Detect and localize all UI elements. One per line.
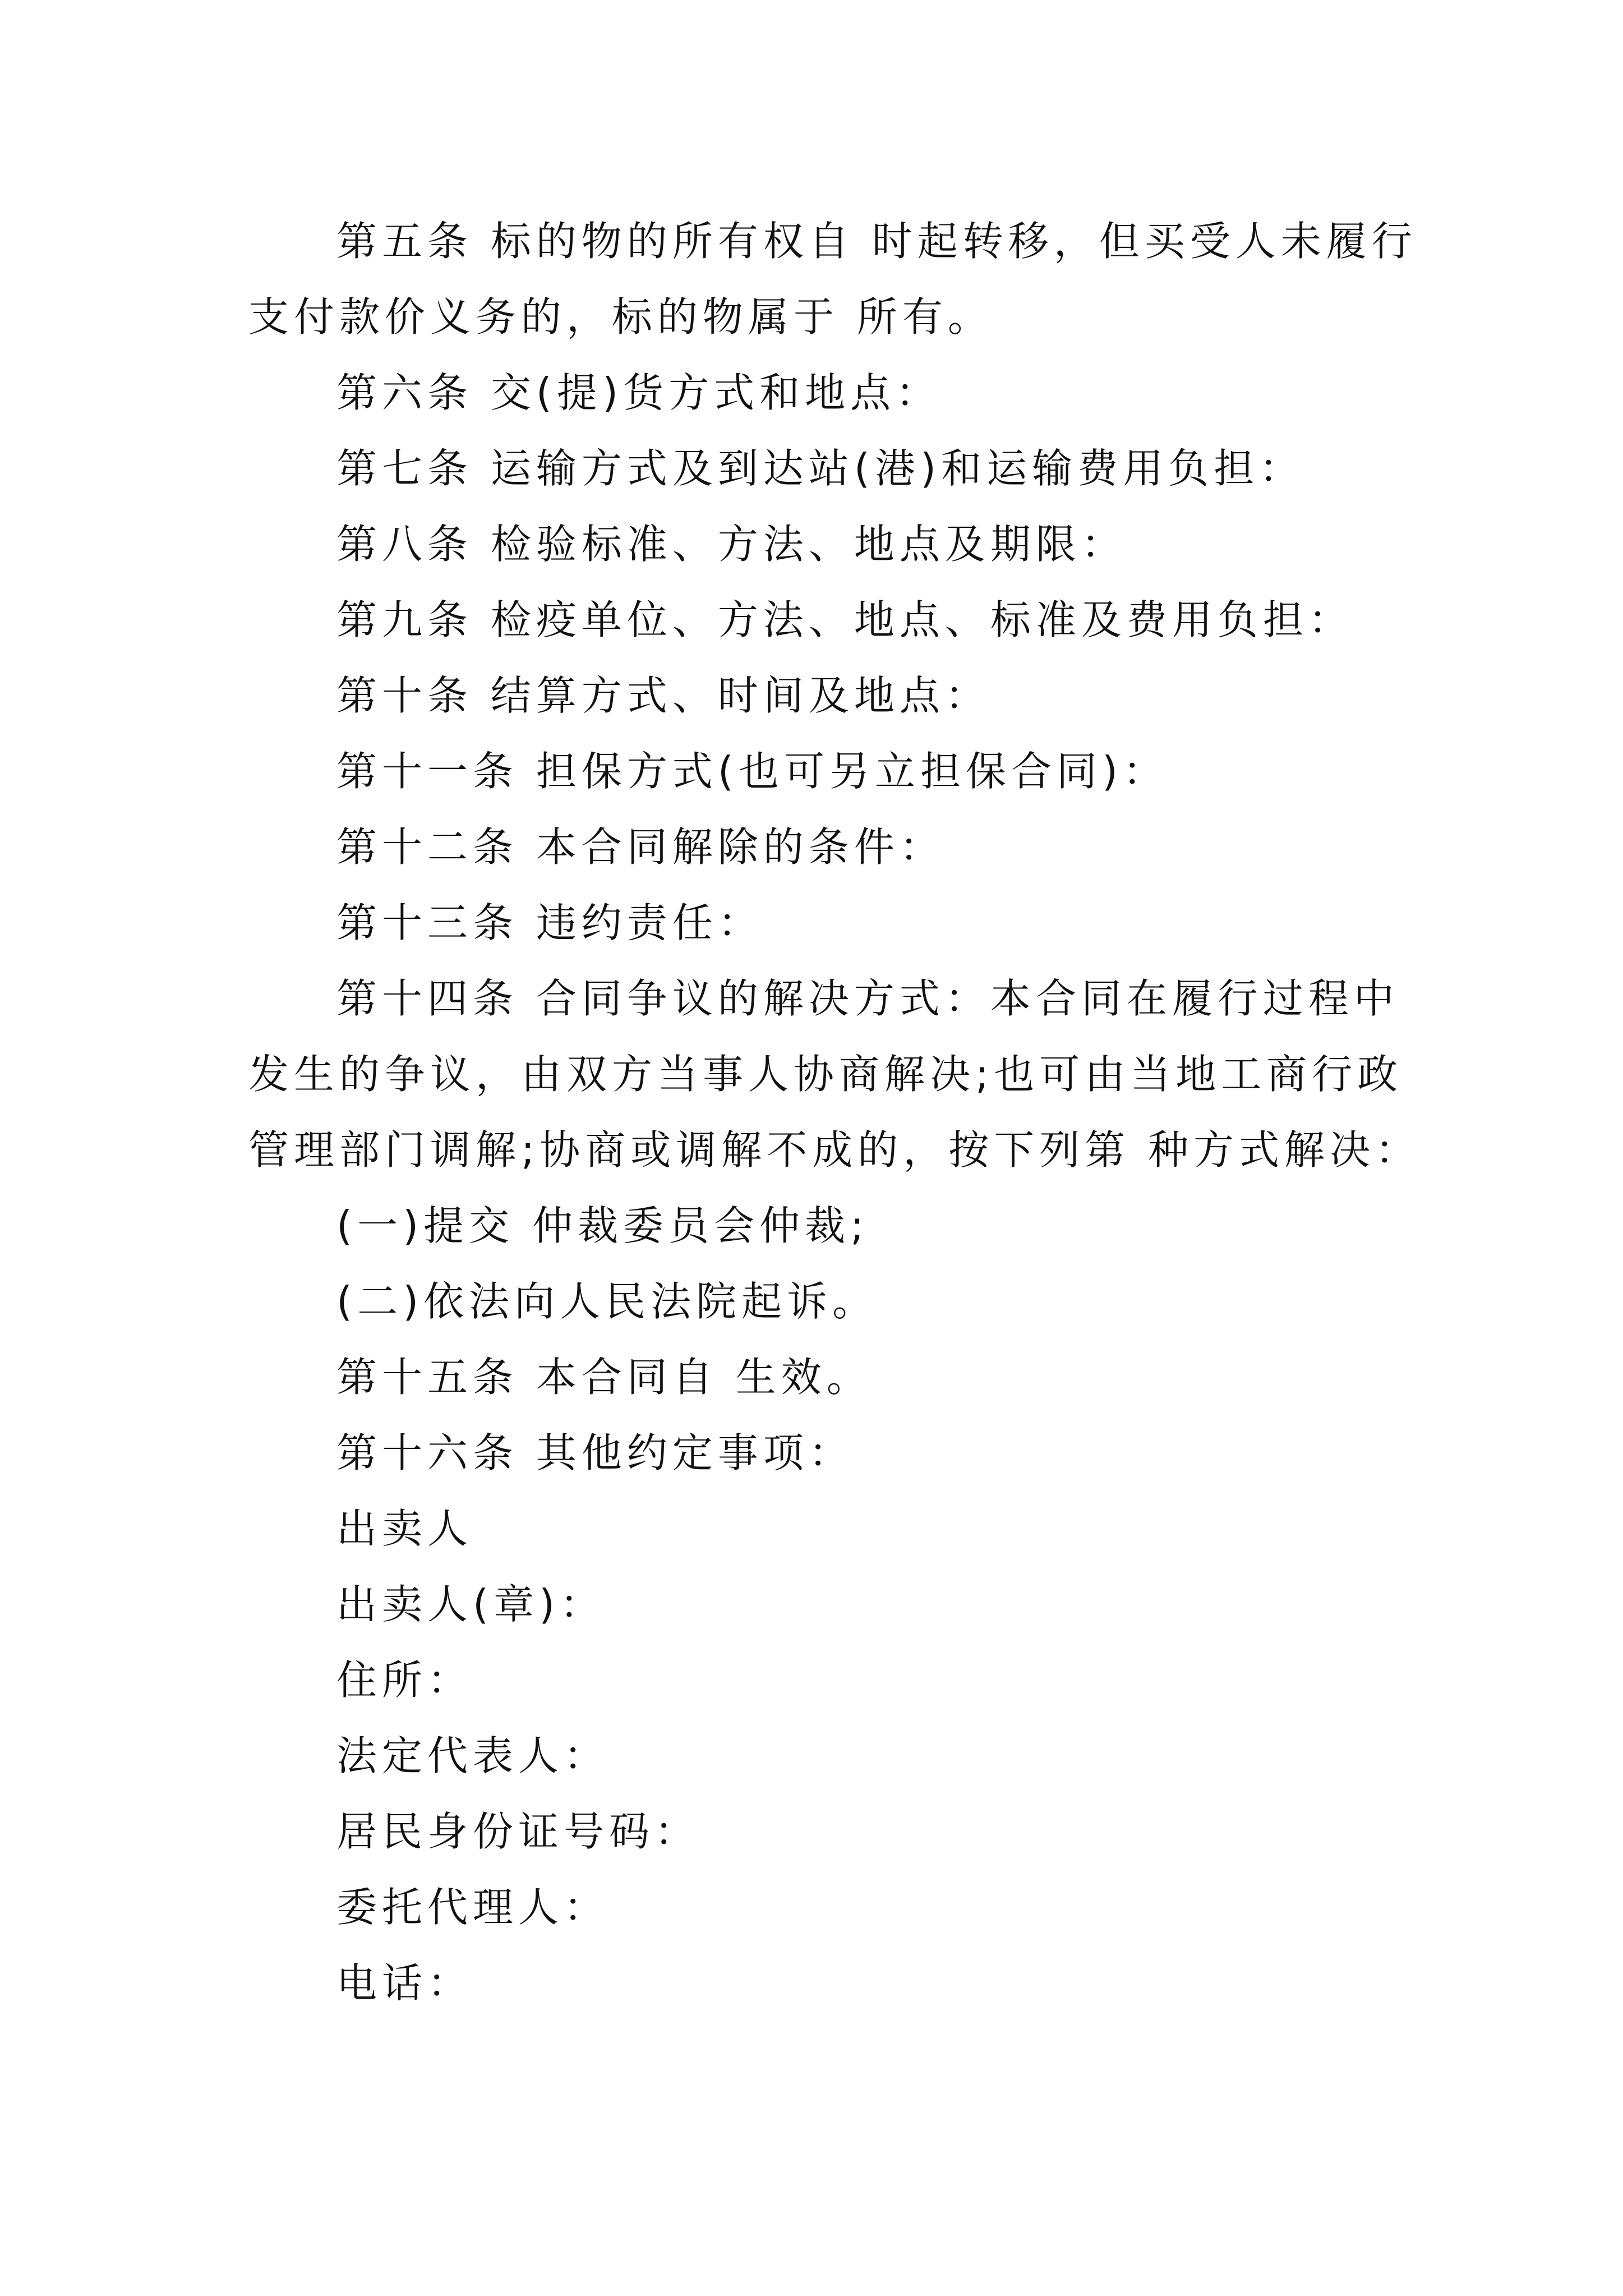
legal-representative-label: 法定代表人： [336, 1732, 610, 1779]
clause-10: 第十条 结算方式、时间及地点： [336, 672, 990, 719]
clause-16: 第十六条 其他约定事项： [336, 1429, 854, 1476]
clause-12: 第十二条 本合同解除的条件： [336, 823, 945, 871]
clause-14-line-2: 发生的争议，由双方当事人协商解决;也可由当地工商行政 [248, 1051, 1403, 1098]
clause-14-option-2: (二)依法向人民法院起诉。 [336, 1278, 878, 1325]
seller-seal-label: 出卖人(章)： [336, 1581, 606, 1628]
clause-9: 第九条 检疫单位、方法、地点、标准及费用负担： [336, 596, 1354, 643]
clause-14-option-1: (一)提交 仲裁委员会仲裁; [336, 1202, 869, 1249]
clause-15: 第十五条 本合同自 生效。 [336, 1354, 872, 1401]
clause-14-line-1: 第十四条 合同争议的解决方式：本合同在履行过程中 [336, 975, 1399, 1022]
clause-5-line-2: 支付款价义务的，标的物属于 所有。 [248, 293, 993, 341]
phone-label: 电话： [336, 1959, 473, 2007]
address-label: 住所： [336, 1657, 473, 1704]
id-number-label: 居民身份证号码： [336, 1808, 700, 1855]
clause-5-line-1: 第五条 标的物的所有权自 时起转移，但买受人未履行 [336, 218, 1417, 265]
clause-14-line-3: 管理部门调解;协商或调解不成的，按下列第 种方式解决： [248, 1126, 1421, 1174]
seller-heading: 出卖人 [336, 1505, 473, 1552]
clause-8: 第八条 检验标准、方法、地点及期限： [336, 521, 1127, 568]
authorized-agent-label: 委托代理人： [336, 1884, 610, 1931]
clause-11: 第十一条 担保方式(也可另立担保合同)： [336, 748, 1169, 795]
clause-13: 第十三条 违约责任： [336, 899, 763, 946]
clause-6: 第六条 交(提)货方式和地点： [336, 369, 942, 416]
clause-7: 第七条 运输方式及到达站(港)和运输费用负担： [336, 445, 1305, 492]
